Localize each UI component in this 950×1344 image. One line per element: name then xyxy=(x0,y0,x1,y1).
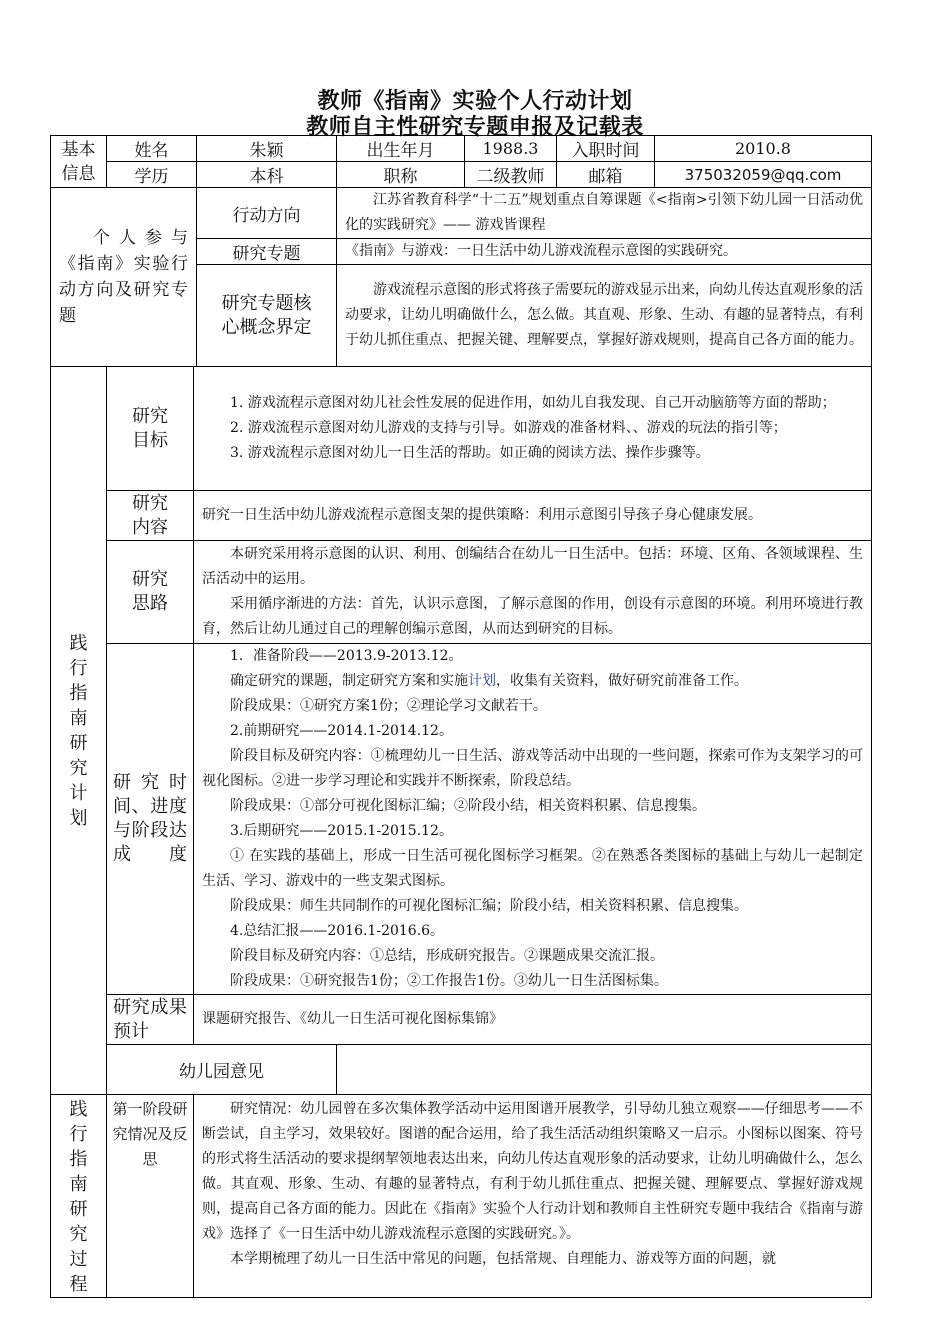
stage-result: 阶段成果：①研究报告1份；②工作报告1份。③幼儿一日生活图标集。 xyxy=(230,973,668,989)
research-topic-label: 研究专题 xyxy=(197,239,337,265)
application-form-table xyxy=(50,135,872,1298)
email-value: 375032059@qq.com xyxy=(655,162,872,188)
stage-result: 阶段成果：①部分可视化图标汇编；②阶段小结，相关资料积累、信息搜集。 xyxy=(230,798,706,814)
job-title-value: 二级教师 xyxy=(465,162,557,188)
education-label: 学历 xyxy=(107,162,197,188)
goal-item: 3. 游戏流程示意图对幼儿一日生活的帮助。如正确的阅读方法、操作步骤等。 xyxy=(230,445,710,461)
education-value: 本科 xyxy=(197,162,337,188)
stage-task: 确定研究的课题，制定研究方案和实施计划，收集有关资料，做好研究前准备工作。 xyxy=(230,673,748,689)
job-title-label: 职称 xyxy=(337,162,465,188)
research-goal-value xyxy=(194,367,872,491)
research-content-label: 研究内容 xyxy=(107,491,194,541)
expected-results-value: 课题研究报告、《幼儿一日生活可视化图标集锦》 xyxy=(194,995,872,1045)
stage-title: 4.总结汇报——2016.1-2016.6。 xyxy=(230,923,445,939)
research-plan-section-label: 践行指南研究计划 xyxy=(51,367,107,1095)
stage-result: 阶段成果：①研究方案1份；②理论学习文献若干。 xyxy=(230,698,547,714)
kindergarten-opinion-value xyxy=(337,1045,872,1095)
action-direction-value: 江苏省教育科学“十二五”规划重点自筹课题《<指南>引领下幼儿园一日活动优化的实践研究》—— 游戏皆课程 xyxy=(337,188,872,239)
core-concept-label: 研究专题核心概念界定 xyxy=(197,265,337,367)
research-topic-value: 《指南》与游戏：一日生活中幼儿游戏流程示意图的实践研究。 xyxy=(337,239,872,265)
research-schedule-value xyxy=(194,644,872,995)
document-subtitle: 教师自主性研究专题申报及记载表 xyxy=(306,115,644,140)
goal-item: 1. 游戏流程示意图对幼儿社会性发展的促进作用，如幼儿自我发现、自己开动脑筋等方面的帮助； xyxy=(230,395,836,411)
core-concept-value: 游戏流程示意图的形式将孩子需要玩的游戏显示出来，向幼儿传达直观形象的活动要求，让幼儿明确做什么，怎么做。其直观、形象、生动、有趣的显著特点，有利于幼儿抓住重点、把握关键、理解要点，掌握好游戏规则，提高自己各方面的能力。 xyxy=(337,265,872,367)
approach-paragraph: 采用循序渐进的方法：首先，认识示意图，了解示意图的作用，创设有示意图的环境。利用环境进行教育，然后让幼儿通过自己的理解创编示意图，从而达到研究的目标。 xyxy=(202,596,863,637)
research-approach-label: 研究思路 xyxy=(107,541,194,644)
expected-results-label: 研究成果预计 xyxy=(107,995,194,1045)
stage-result: 阶段成果：师生共同制作的可视化图标汇编；阶段小结，相关资料积累、信息搜集。 xyxy=(230,898,748,914)
action-direction-label: 行动方向 xyxy=(197,188,337,239)
name-label: 姓名 xyxy=(107,136,197,162)
research-schedule-label: 研究时间、进度与阶段达成度 xyxy=(107,644,194,995)
stage-goal: 阶段目标及研究内容：①总结，形成研究报告。②课题成果交流汇报。 xyxy=(230,948,664,964)
research-process-section-label: 践行指南研究过程 xyxy=(51,1095,107,1298)
goal-item: 2. 游戏流程示意图对幼儿游戏的支持与引导。如游戏的准备材料、、游戏的玩法的指引等； xyxy=(230,420,787,436)
document-title: 教师《指南》实验个人行动计划 xyxy=(317,89,633,114)
stage-goal: 阶段目标及研究内容：①梳理幼儿一日生活、游戏等活动中出现的一些问题，探索可作为支架学习的可视化图标。②进一步学习理论和实践并不断探索，阶段总结。 xyxy=(202,748,863,789)
kindergarten-opinion-label: 幼儿园意见 xyxy=(107,1045,337,1095)
plan-link[interactable]: 计划 xyxy=(468,673,496,689)
process-paragraph: 研究情况：幼儿园曾在多次集体教学活动中运用图谱开展教学，引导幼儿独立观察——仔细思考——不断尝试，自主学习，效果较好。图谱的配合运用，给了我生活活动组织策略又一启示。小图标以图案、符号的形式将生活活动的要求提纲挈领地表达出来，向幼儿传达直观形象的活动要求，让幼儿明确做什么，怎么做。其直观、形象、生动、有趣的显著特点，有利于幼儿抓住重点、把握关键、理解要点、掌握好游戏规则，提高自己各方面的能力。因此在《指南》实验个人行动计划和教师自主性研究专题中我结合《指南与游戏》选择了《一日生活中幼儿游戏流程示意图的实践研究。》。 xyxy=(202,1101,863,1242)
stage1-content xyxy=(194,1095,872,1298)
join-date-value: 2010.8 xyxy=(655,136,872,162)
stage-title: 1．准备阶段——2013.9-2013.12。 xyxy=(230,648,463,664)
email-label: 邮箱 xyxy=(557,162,655,188)
process-paragraph: 本学期梳理了幼儿一日生活中常见的问题，包括常规、自理能力、游戏等方面的问题，就 xyxy=(230,1251,776,1267)
approach-paragraph: 本研究采用将示意图的认识、利用、创编结合在幼儿一日生活中。包括：环境、区角、各领域课程、生活活动中的运用。 xyxy=(202,546,863,587)
research-goal-label: 研究目标 xyxy=(107,367,194,491)
join-date-label: 入职时间 xyxy=(557,136,655,162)
stage-goal: ① 在实践的基础上，形成一日生活可视化图标学习框架。②在熟悉各类图标的基础上与幼儿一起制定生活、学习、游戏中的一些支架式图标。 xyxy=(202,848,863,889)
research-content-value: 研究一日生活中幼儿游戏流程示意图支架的提供策略：利用示意图引导孩子身心健康发展。 xyxy=(194,491,872,541)
birth-value: 1988.3 xyxy=(465,136,557,162)
participation-section-label: 个人参与《指南》实验行动方向及研究专题 xyxy=(51,188,197,367)
birth-label: 出生年月 xyxy=(337,136,465,162)
stage-title: 3.后期研究——2015.1-2015.12。 xyxy=(230,823,453,839)
basic-info-section-label: 基本信息 xyxy=(51,136,107,188)
name-value: 朱颖 xyxy=(197,136,337,162)
stage-title: 2.前期研究——2014.1-2014.12。 xyxy=(230,723,453,739)
stage1-label: 第一阶段研究情况及反思 xyxy=(107,1095,194,1298)
research-approach-value xyxy=(194,541,872,644)
